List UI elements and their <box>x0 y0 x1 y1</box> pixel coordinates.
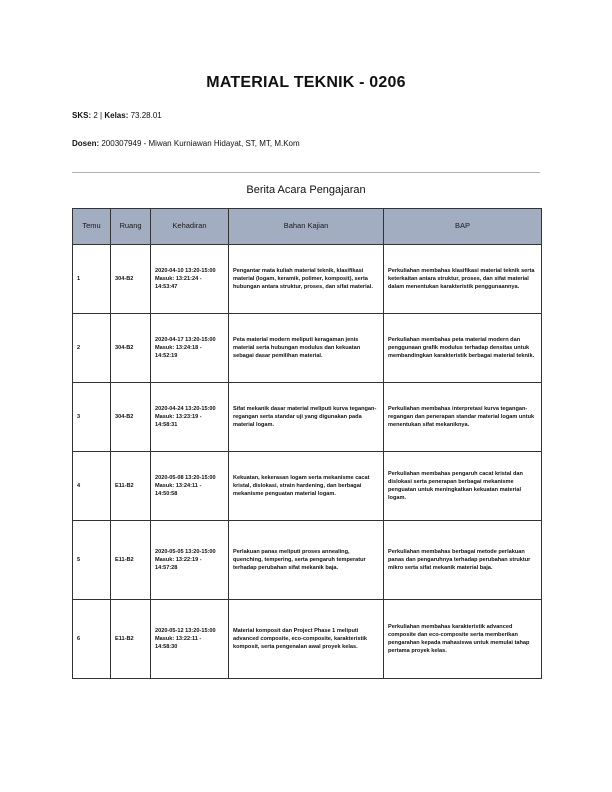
sks-label: SKS: <box>72 111 92 120</box>
cell-temu: 2 <box>73 314 111 383</box>
table-header-row <box>73 209 542 245</box>
cell-temu: 1 <box>73 245 111 314</box>
cell-bap: Perkuliahan membahas peta material modern dan penggunaan grafik modulus terhadap densitas untuk membandingkan karakteristik berbagai material teknik. <box>384 314 542 383</box>
cell-kehadiran: 2020-04-17 13:20-15:00 Masuk: 13:24:18 - 14:52:19 <box>151 314 229 383</box>
cell-ruang: E11-B2 <box>111 452 151 521</box>
header-kehadiran: Kehadiran <box>151 209 229 245</box>
table-row <box>73 600 542 679</box>
cell-bap: Perkuliahan membahas karakteristik advanced composite dan eco-composite serta memberikan pengarahan kepada mahasiswa untuk memulai tahap pertama proyek kelas. <box>384 600 542 679</box>
header-ruang: Ruang <box>111 209 151 245</box>
bap-table <box>72 208 542 679</box>
cell-temu: 4 <box>73 452 111 521</box>
table-row <box>73 314 542 383</box>
meta-separator: | <box>100 111 103 120</box>
cell-ruang: 304-B2 <box>111 245 151 314</box>
cell-ruang: 304-B2 <box>111 383 151 452</box>
table-row <box>73 383 542 452</box>
kelas-label: Kelas: <box>104 111 129 120</box>
cell-ruang: E11-B2 <box>111 600 151 679</box>
cell-ruang: E11-B2 <box>111 521 151 600</box>
cell-bahan-kajian: Peta material modern meliputi keragaman jenis material serta hubungan modulus dan kekuatan sebagai dasar pemilihan material. <box>229 314 384 383</box>
cell-kehadiran: 2020-04-10 13:20-15:00 Masuk: 13:21:24 - 14:53:47 <box>151 245 229 314</box>
cell-bap: Perkuliahan membahas pengaruh cacat kristal dan dislokasi serta penerapan berbagai mekanisme penguatan untuk meningkatkan kekuatan material logam. <box>384 452 542 521</box>
kelas-value: 73.28.01 <box>130 111 162 120</box>
lecturer-line <box>72 139 300 148</box>
cell-bahan-kajian: Pengantar mata kuliah material teknik, klasifikasi material (logam, keramik, polimer, komposit), serta hubungan antara struktur, proses, dan sifat material. <box>229 245 384 314</box>
cell-bahan-kajian: Perlakuan panas meliputi proses annealing, quenching, tempering, serta pengaruh temperatur terhadap perubahan sifat mekanik baja. <box>229 521 384 600</box>
header-bahan-kajian: Bahan Kajian <box>229 209 384 245</box>
page-title: MATERIAL TEKNIK - 0206 <box>206 74 406 91</box>
cell-bahan-kajian: Kekuatan, kekerasan logam serta mekanisme cacat kristal, dislokasi, strain hardening, dan berbagai mekanisme penguatan material logam. <box>229 452 384 521</box>
table-row <box>73 452 542 521</box>
cell-temu: 6 <box>73 600 111 679</box>
section-title: Berita Acara Pengajaran <box>246 184 366 196</box>
sks-value: 2 <box>93 111 98 120</box>
dosen-label: Dosen: <box>72 139 100 148</box>
table-row <box>73 245 542 314</box>
header-temu: Temu <box>73 209 111 245</box>
cell-kehadiran: 2020-04-24 13:20-15:00 Masuk: 13:23:19 - 14:58:31 <box>151 383 229 452</box>
cell-bap: Perkuliahan membahas klasifikasi material teknik serta keterkaitan antara struktur, proses, dan sifat material dalam menentukan karakteristik penggunaannya. <box>384 245 542 314</box>
cell-kehadiran: 2020-05-05 13:20-15:00 Masuk: 13:22:19 - 14:57:28 <box>151 521 229 600</box>
course-meta-line <box>72 111 162 120</box>
cell-temu: 5 <box>73 521 111 600</box>
cell-bahan-kajian: Sifat mekanik dasar material meliputi kurva tegangan-regangan serta standar uji yang digunakan pada material logam. <box>229 383 384 452</box>
header-bap: BAP <box>384 209 542 245</box>
cell-kehadiran: 2020-05-08 13:20-15:00 Masuk: 13:24:11 - 14:50:58 <box>151 452 229 521</box>
cell-bap: Perkuliahan membahas berbagai metode perlakuan panas dan pengaruhnya terhadap perubahan struktur mikro serta sifat mekanik material baja. <box>384 521 542 600</box>
divider <box>72 172 540 173</box>
cell-bap: Perkuliahan membahas interpretasi kurva tegangan-regangan dan penerapan standar material logam untuk menentukan sifat mekaniknya. <box>384 383 542 452</box>
cell-ruang: 304-B2 <box>111 314 151 383</box>
dosen-value: 200307949 - Miwan Kurniawan Hidayat, ST, MT, M.Kom <box>101 139 300 148</box>
cell-bahan-kajian: Material komposit dan Project Phase 1 meliputi advanced composite, eco-composite, karakteristik komposit, serta pengenalan awal proyek kelas. <box>229 600 384 679</box>
cell-temu: 3 <box>73 383 111 452</box>
cell-kehadiran: 2020-05-12 13:20-15:00 Masuk: 13:22:11 - 14:58:30 <box>151 600 229 679</box>
table-row <box>73 521 542 600</box>
